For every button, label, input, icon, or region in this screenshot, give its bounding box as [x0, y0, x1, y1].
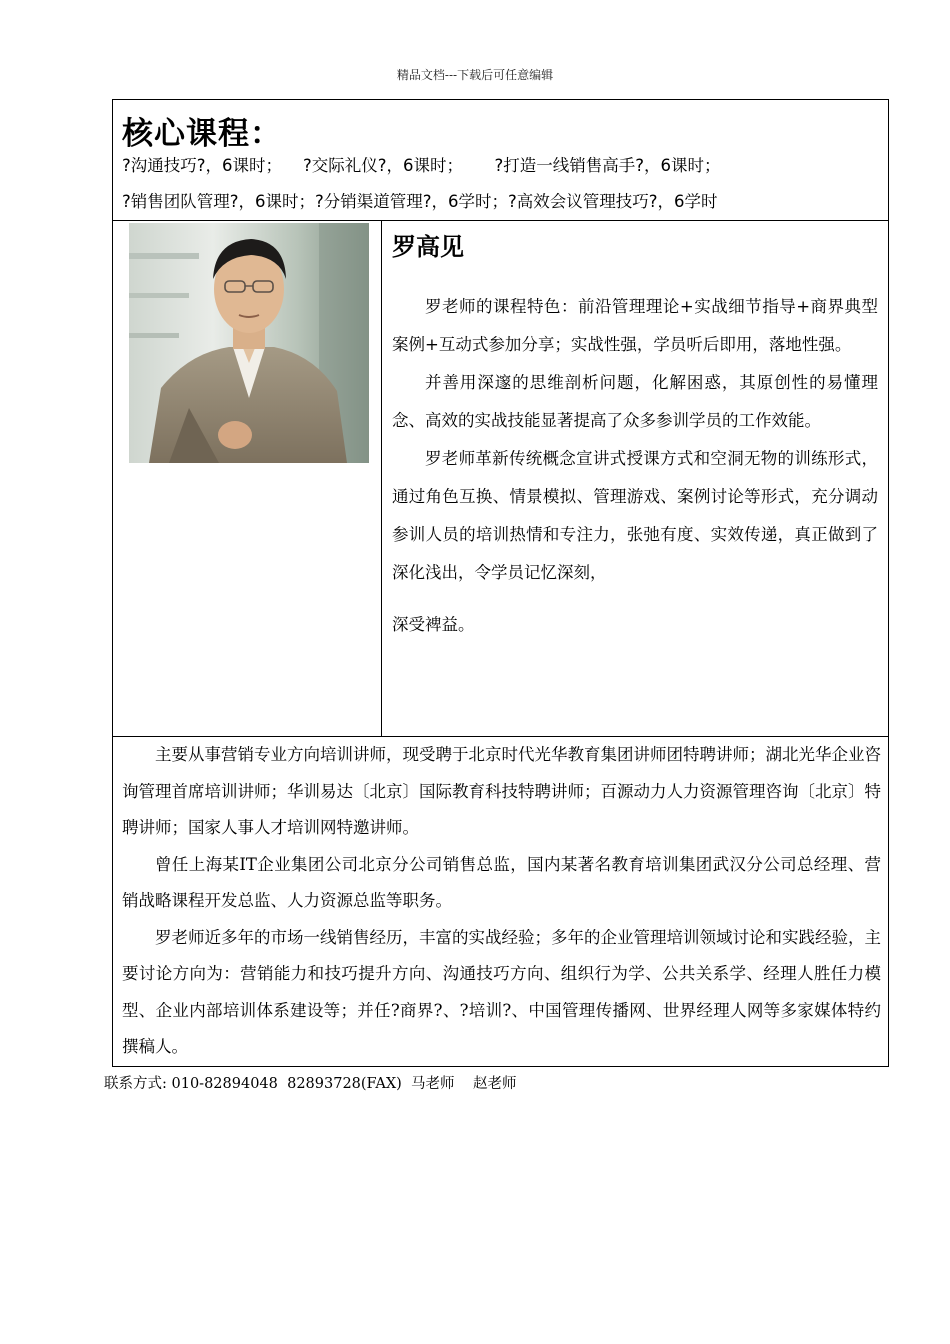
page-header-watermark: 精品文档---下载后可任意编辑: [396, 68, 554, 82]
bio-paragraph: 曾任上海某IT企业集团公司北京分公司销售总监，国内某著名教育培训集团武汉分公司总经理、营销战略课程开发总监、人力资源总监等职务。: [122, 854, 881, 910]
profile-paragraph: 罗老师的课程特色：前沿管理理论+实战细节指导+商界典型案例+互动式参加分享；实战性强，学员听后即用，落地性强。: [392, 297, 878, 354]
profile-description: [392, 288, 878, 644]
contact-info: 联系方式: 010-82894048 82893728(FAX) 马老师 赵老师: [104, 1076, 517, 1092]
instructor-bio-row: [113, 737, 888, 1066]
profile-text-cell: [382, 221, 888, 736]
core-courses-title: 核心课程：: [122, 116, 282, 152]
core-courses-section: [113, 100, 888, 221]
profile-table: [112, 99, 889, 1067]
profile-paragraph: 并善用深邃的思维剖析问题，化解困惑，其原创性的易懂理念、高效的实战技能显著提高了众多参训学员的工作效能。: [392, 373, 878, 430]
instructor-photo: [129, 223, 369, 463]
bio-paragraph: 主要从事营销专业方向培训讲师，现受聘于北京时代光华教育集团讲师团特聘讲师；湖北光华企业咨询管理首席培训讲师；华训易达〔北京〕国际教育科技特聘讲师；百源动力人力资源管理咨询〔北京〕特聘讲师；国家人事人才培训网特邀讲师。: [122, 745, 881, 837]
instructor-profile-row: [113, 221, 888, 737]
instructor-name: 罗高见: [392, 233, 464, 261]
profile-paragraph: 罗老师革新传统概念宣讲式授课方式和空洞无物的训练形式，通过角色互换、情景模拟、管理游戏、案例讨论等形式，充分调动参训人员的培训热情和专注力，张弛有度、实效传递，真正做到了深化浅出，令学员记忆深刻，: [392, 449, 878, 582]
course-list-line-2: ?销售团队管理?，6课时；?分销渠道管理?，6学时；?高效会议管理技巧?，6学时: [122, 192, 718, 211]
bio-text: [122, 737, 881, 1066]
photo-cell: [113, 221, 382, 736]
profile-paragraph-tail: 深受裨益。: [392, 615, 475, 634]
bio-paragraph: 罗老师近多年的市场一线销售经历，丰富的实战经验；多年的企业管理培训领域讨论和实践经验，主要讨论方向为：营销能力和技巧提升方向、沟通技巧方向、组织行为学、公共关系学、经理人胜任力模型、企业内部培训体系建设等；并任?商界?、?培训?、中国管理传播网、世界经理人网等多家媒体特约撰稿人。: [122, 927, 881, 1056]
course-list-line-1: ?沟通技巧?，6课时； ?交际礼仪?，6课时； ?打造一线销售高手?，6课时；: [122, 156, 721, 175]
